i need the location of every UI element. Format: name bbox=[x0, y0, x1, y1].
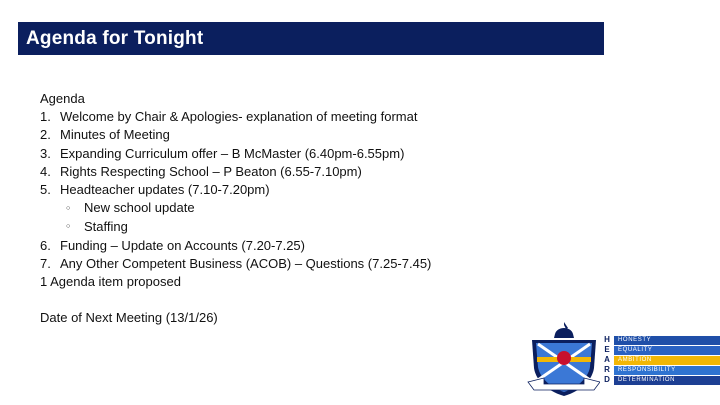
agenda-subitem: ○ Staffing bbox=[40, 218, 640, 237]
agenda-subitem: ○ New school update bbox=[40, 199, 640, 218]
agenda-item: 2. Minutes of Meeting bbox=[40, 127, 170, 143]
school-values bbox=[614, 336, 720, 386]
value-band: AMBITION bbox=[614, 356, 720, 365]
slide-title: Agenda for Tonight bbox=[26, 27, 204, 49]
next-meeting-date: Date of Next Meeting (13/1/26) bbox=[40, 310, 218, 326]
agenda-item: 3. Expanding Curriculum offer – B McMaster (6.40pm-6.55pm) bbox=[40, 145, 405, 161]
school-crest-icon bbox=[524, 320, 600, 398]
agenda-item: 1. Welcome by Chair & Apologies- explanation of meeting format bbox=[40, 109, 418, 125]
agenda-note: 1 Agenda item proposed bbox=[40, 273, 181, 289]
agenda-item: 5. Headteacher updates (7.10-7.20pm) bbox=[40, 182, 270, 198]
value-band: RESPONSIBILITY bbox=[614, 366, 720, 375]
agenda-item: 7. Any Other Competent Business (ACOB) – Questions (7.25-7.45) bbox=[40, 255, 432, 271]
school-logo bbox=[524, 320, 720, 398]
bullet-icon: ○ bbox=[66, 204, 71, 212]
agenda-heading: Agenda bbox=[40, 91, 85, 106]
agenda-body bbox=[40, 90, 640, 327]
heard-letters: H E A R D bbox=[604, 335, 610, 384]
agenda-item: 4. Rights Respecting School – P Beaton (6.55-7.10pm) bbox=[40, 163, 362, 179]
agenda-item: 6. Funding – Update on Accounts (7.20-7.25) bbox=[40, 237, 305, 253]
value-band: DETERMINATION bbox=[614, 376, 720, 385]
value-band: HONESTY bbox=[614, 336, 720, 345]
bullet-icon: ○ bbox=[66, 223, 71, 231]
value-band: EQUALITY bbox=[614, 346, 720, 355]
slide-title-bar bbox=[18, 22, 604, 55]
